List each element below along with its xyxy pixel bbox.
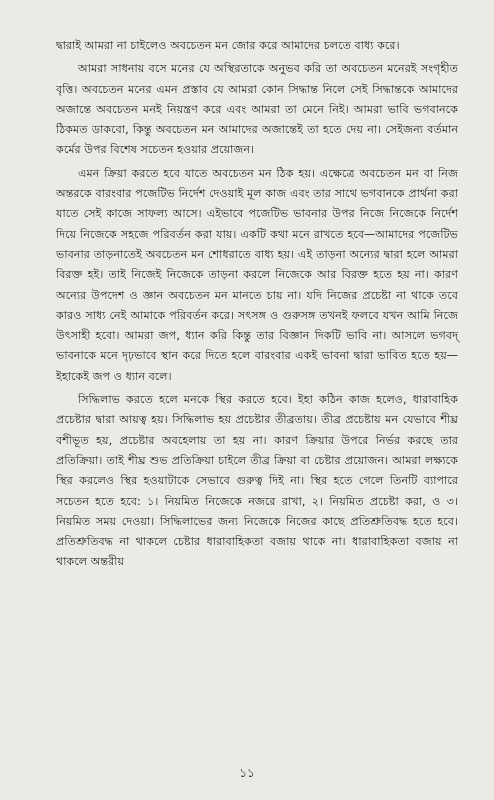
paragraph-continuation: দ্বারাই আমরা না চাইলেও অবচেতন মন জোর করে আমাদের চলতে বাধ্য করে। (56, 39, 400, 52)
body-text (56, 36, 458, 576)
paragraph-siddhi: সিদ্ধিলাভ করতে হলে মনকে স্থির করতে হবে। ইহা কঠিন কাজ হলেও, ধারাবাহিক প্রচেষ্টার দ্বারা আয়ত্ব হয়। সিদ্ধিলাভ হয় প্রচেষ্টার তীব্রতায়। তীব্র প্রচেষ্টায় মন যেভাবে শীঘ্র বশীভূত হয়, প্রচেষ্টার অবহেলায় তা হয় না। কারণ ক্রিয়ার উপরে নির্ভর করছে তার প্রতিক্রিয়া। তাই শীঘ্র শুভ প্রতিক্রিয়া চাইলে তীব্র ক্রিয়া বা চেষ্টার প্রয়োজন। আমরা লক্ষ্যকে স্থির করলেও স্থির হওয়াটাকে সেভাবে গুরুত্ব দিই না। স্থির হতে গেলে তিনটি ব্যাপারে সচেতন হতে হবে: ১। নিয়মিত নিজেকে নজরে রাখা, ২। নিয়মিত প্রচেষ্টা করা, ও ৩। নিয়মিত সময় দেওয়া। সিদ্ধিলাভের জন্য নিজেকে নিজের কাছে প্রতিশ্রুতিবদ্ধ হতে হবে। প্রতিশ্রুতিবদ্ধ না থাকলে চেষ্টার ধারাবাহিকতা বজায় থাকে না। ধারাবাহিকতা বজায় না থাকলে অন্তরীয় (56, 393, 458, 569)
paragraph-subconscious-mind: আমরা সাধনায় বসে মনের যে অস্থিরতাকে অনুভব করি তা অবচেতন মনেরই সংগৃহীত বৃত্তি। অবচেতন মনের এমন প্রস্তাব যে আমরা কোন সিদ্ধান্ত নিলে সেই সিদ্ধান্তকে আমাদের অজান্তে অবচেতন মনই নিয়ন্ত্রণ করে এবং আমরা তা মেনে নিই। আমরা ভাবি ভগবানকে ঠিকমত ডাকবো, কিন্তু অবচেতন মন আমাদের অজান্তেই তা হতে দেয় না। সেইজন্য বর্তমান কর্মের উপর বিশেষ সচেতন হওয়ার প্রয়োজন। (56, 62, 458, 157)
paragraph-positive-direction: এমন ক্রিয়া করতে হবে যাতে অবচেতন মন ঠিক হয়। এক্ষেত্রে অবচেতন মন বা নিজ অন্তরকে বারংবার পজেটিভ নির্দেশ দেওয়াই মূল কাজ এবং তার সাথে ভগবানকে প্রার্থনা করা যাতে সেই কাজে সাফল্য আসে। এইভাবে পজেটিভ ভাবনার উপর নিজে নিজেকে নির্দেশ দিয়ে নিজেকে সহজে পরিবর্তন করা যায়। একটি কথা মনে রাখতে হবে—আমাদের পজেটিভ ভাবনার তাড়নাতেই অবচেতন মন শোধরাতে বাধ্য হয়। এই তাড়না অন্যের দ্বারা হলে আমরা বিরক্ত হই। তাই নিজেই নিজেকে তাড়না করলে নিজেকে আর বিরক্ত হতে হয় না। কারণ অন্যের উপদেশ ও জ্ঞান অবচেতন মন মানতে চায় না। যদি নিজের প্রচেষ্টা না থাকে তবে কারও সাধ্য নেই আমাকে পরিবর্তন করে। সৎসঙ্গ ও গুরুসঙ্গ তখনই ফলবে যখন আমি নিজে উৎসাহী হবো। আমরা জপ, ধ্যান করি কিন্তু তার বিজ্ঞান দিকটি ভাবি না। আসলে ভগবদ্ ভাবনাকে মনে দৃঢ়ভাবে স্থান করে দিতে হলে বারংবার একই ভাবনা দ্বারা ভাবিত হতে হয়—ইহাকেই জপ ও ধ্যান বলে। (56, 166, 458, 383)
page-number: ১১ (239, 766, 255, 780)
